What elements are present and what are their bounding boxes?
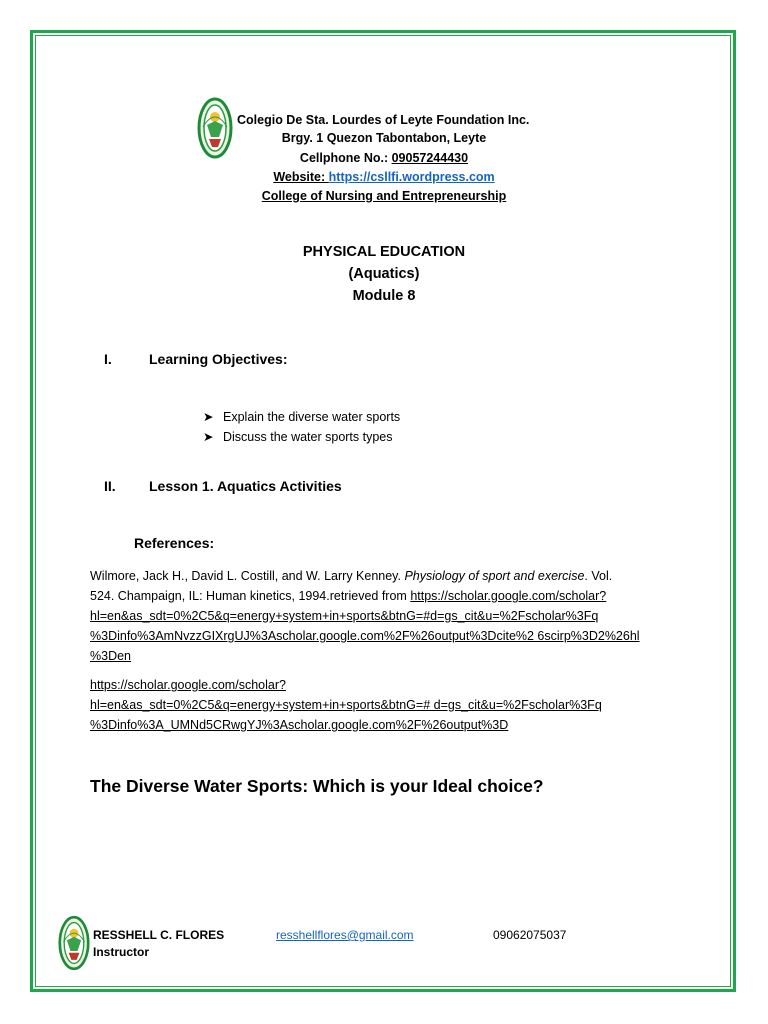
website-label: Website: bbox=[273, 170, 329, 184]
section-2-heading: Lesson 1. Aquatics Activities bbox=[149, 478, 342, 494]
reference-2 bbox=[90, 675, 690, 735]
ref2-link-cont[interactable]: %3Dinfo%3A_UMNd5CRwgYJ%3Ascholar.google.com%2F%26output%3D bbox=[90, 718, 509, 732]
cellphone-number[interactable]: 09057244430 bbox=[391, 151, 469, 165]
college-name: College of Nursing and Entrepreneurship bbox=[261, 189, 507, 203]
instructor-role: Instructor bbox=[93, 945, 150, 959]
arrow-bullet-icon: ➤ bbox=[203, 410, 214, 424]
instructor-phone: 09062075037 bbox=[493, 928, 567, 942]
instructor-email-link[interactable]: resshellflores@gmail.com bbox=[276, 928, 414, 942]
section-1-numeral: I. bbox=[104, 351, 112, 367]
title-subject: PHYSICAL EDUCATION bbox=[302, 244, 466, 260]
objective-item bbox=[203, 409, 400, 424]
school-seal-icon bbox=[58, 914, 90, 972]
references-heading: References: bbox=[134, 535, 215, 551]
ref1-publisher: 524. Champaign, IL: Human kinetics, 1994.retrieved from bbox=[90, 589, 411, 603]
ref1-link-cont[interactable]: hl=en&as_sdt=0%2C5&q=energy+system+in+sports&btnG=#d=gs_cit&u=%2Fscholar%3Fq bbox=[90, 609, 599, 623]
institution-name: Colegio De Sta. Lourdes of Leyte Foundation Inc. bbox=[237, 113, 530, 127]
ref1-link[interactable]: https://scholar.google.com/scholar? bbox=[410, 589, 607, 603]
reference-1 bbox=[90, 566, 690, 666]
ref1-vol: . Vol. bbox=[584, 569, 613, 583]
instructor-name: RESSHELL C. FLORES bbox=[93, 928, 225, 942]
ref2-link-cont[interactable]: hl=en&as_sdt=0%2C5&q=energy+system+in+sports&btnG=# d=gs_cit&u=%2Fscholar%3Fq bbox=[90, 698, 602, 712]
title-topic: (Aquatics) bbox=[348, 266, 420, 282]
website-link[interactable]: https://csllfi.wordpress.com bbox=[328, 170, 495, 184]
ref1-book-title: Physiology of sport and exercise bbox=[404, 569, 585, 583]
ref2-link[interactable]: https://scholar.google.com/scholar? bbox=[90, 678, 286, 692]
arrow-bullet-icon: ➤ bbox=[203, 430, 214, 444]
title-module: Module 8 bbox=[352, 288, 416, 304]
ref1-authors: Wilmore, Jack H., David L. Costill, and W. Larry Kenney. bbox=[90, 569, 405, 583]
ref1-link-cont[interactable]: %3Dinfo%3AmNvzzGIXrgUJ%3Ascholar.google.com%2F%26output%3Dcite%2 6scirp%3D2%26hl bbox=[90, 629, 640, 643]
objective-text: Discuss the water sports types bbox=[223, 430, 393, 444]
section-1-heading: Learning Objectives: bbox=[149, 351, 288, 367]
objective-item bbox=[203, 429, 393, 444]
ref1-link-cont[interactable]: %3Den bbox=[90, 649, 131, 663]
module-title bbox=[0, 241, 768, 307]
objective-text: Explain the diverse water sports bbox=[223, 410, 401, 424]
section-2-numeral: II. bbox=[104, 478, 116, 494]
cellphone-label: Cellphone No.: bbox=[299, 151, 392, 165]
section-main-heading: The Diverse Water Sports: Which is your Ideal choice? bbox=[90, 776, 544, 796]
institution-address: Brgy. 1 Quezon Tabontabon, Leyte bbox=[281, 131, 487, 145]
